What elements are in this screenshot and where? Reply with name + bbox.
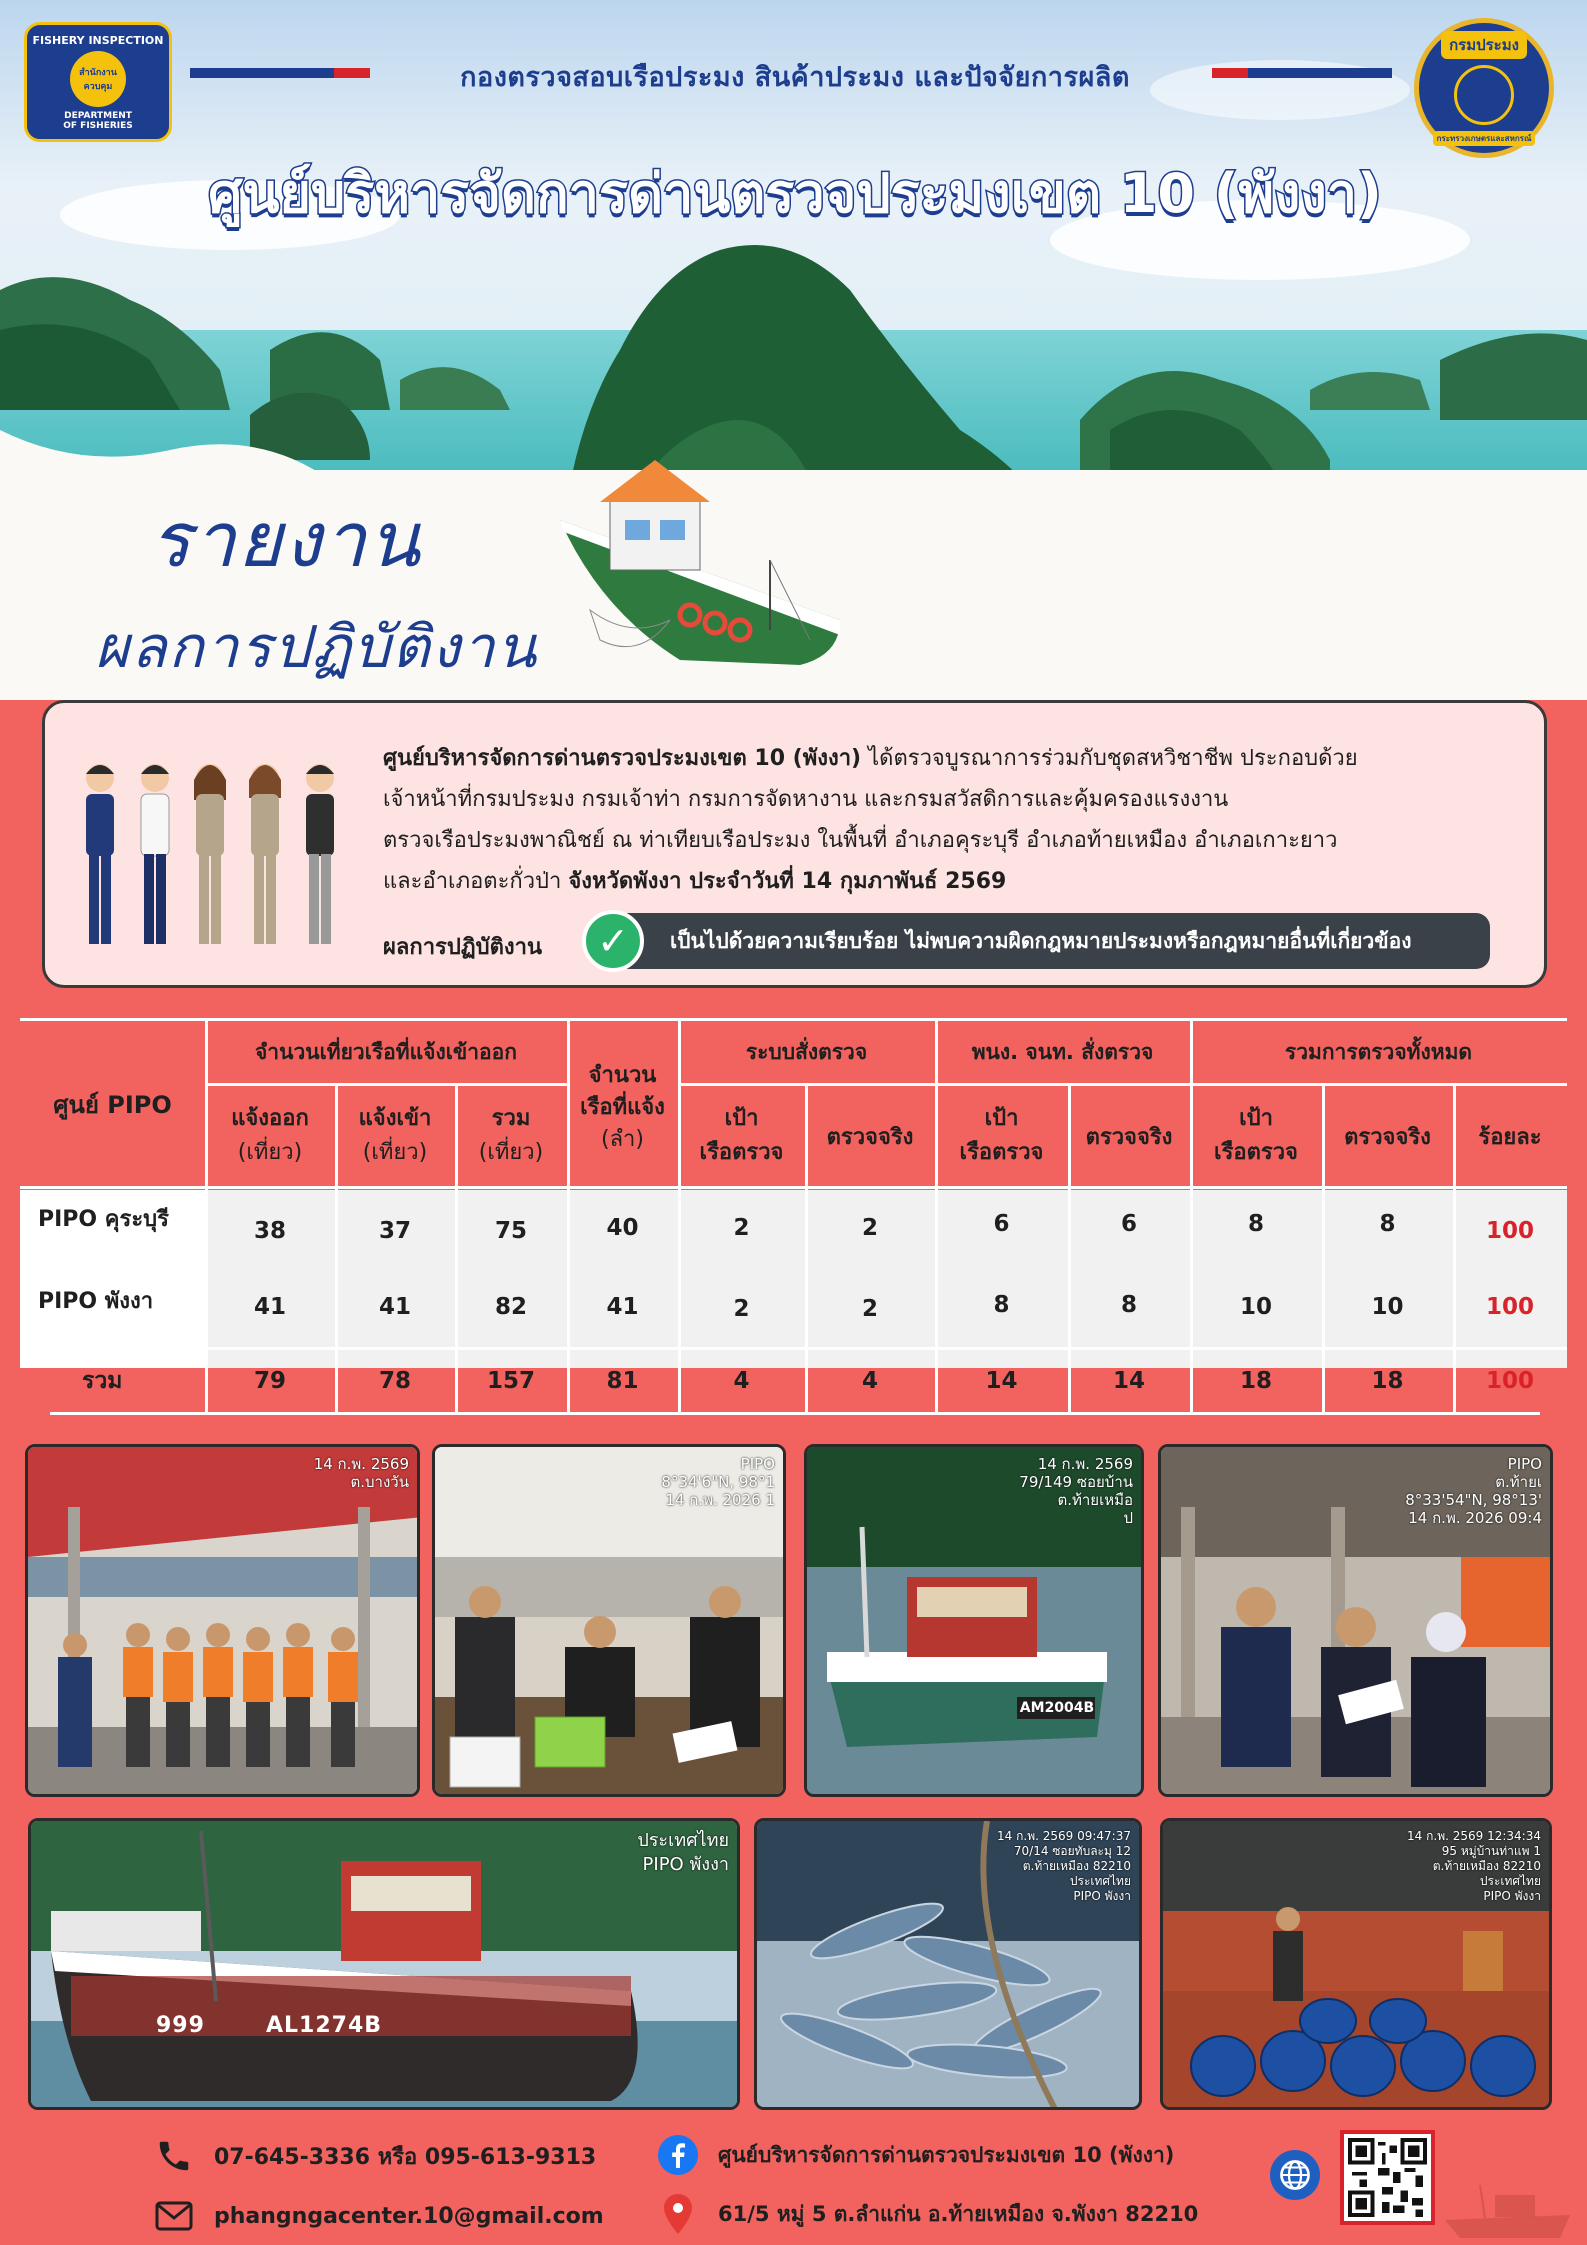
table-header-out [205, 1086, 335, 1186]
row-percent: 100 [1485, 1217, 1534, 1244]
row-sys-target: 2 [733, 1295, 750, 1322]
table-header-officer: พนง. จนท. สั่งตรวจ [971, 1040, 1154, 1064]
total-sys-target: 4 [733, 1367, 750, 1394]
report-title-line-1: รายงาน [150, 495, 422, 584]
row-name: PIPO คุระบุรี [38, 1207, 169, 1232]
row-in: 37 [378, 1217, 411, 1244]
table-header-in [335, 1086, 455, 1186]
result-label: ผลการปฏิบัติงาน [383, 935, 542, 960]
total-name: รวม [82, 1367, 123, 1394]
row-off-actual: 6 [1120, 1210, 1137, 1237]
header-out-unit: (เที่ยว) [237, 1140, 303, 1165]
summary-lead-rest: ได้ตรวจบูรณาการร่วมกับชุดสหวิชาชีพ ประกอบด้วย [861, 746, 1358, 771]
row-tot-actual: 8 [1379, 1210, 1396, 1237]
total-off-target: 14 [985, 1367, 1018, 1394]
header-off-actual: ตรวจจริง [1085, 1124, 1173, 1150]
report-title-line-2: ผลการปฏิบัติงาน [95, 613, 539, 681]
row-sys-actual: 2 [861, 1214, 878, 1241]
footer-email [152, 2194, 604, 2238]
photo-stamp: 14 ก.พ. 2569 09:47:37 70/14 ซอยทับละมุ 12 ต.ท้ายเหมือง 82210 ประเทศไทย PIPO พังงา [997, 1829, 1131, 1903]
header-target-2: เรือตรวจ [699, 1140, 784, 1165]
qr-code[interactable] [1340, 2130, 1435, 2225]
check-icon: ✓ [582, 910, 644, 972]
logo-dept-name: กรมประมง [1441, 31, 1527, 59]
summary-line-4-bold: จังหวัดพังงา ประจำวันที่ 14 กุมภาพันธ์ 2569 [568, 869, 1007, 894]
row-in: 41 [378, 1293, 411, 1320]
photo-stamp: ประเทศไทย PIPO พังงา [637, 1830, 729, 1875]
division-title: กองตรวจสอบเรือประมง สินค้าประมง และปัจจัยการผลิต [460, 62, 1130, 93]
photo-boat-at-pier-art [31, 1821, 740, 2110]
row-off-target: 6 [993, 1210, 1010, 1237]
table-header-rule [20, 1186, 1567, 1189]
total-sys-actual: 4 [861, 1367, 878, 1394]
department-of-fisheries-logo [1414, 18, 1554, 158]
row-tot-target: 8 [1247, 1210, 1264, 1237]
logo-emblem [70, 51, 126, 107]
email-icon [152, 2194, 196, 2238]
header-target-1: เป้า [1239, 1106, 1273, 1131]
boat-id-label: AL1274B [266, 2013, 383, 2038]
header-in-label: แจ้งเข้า [358, 1106, 432, 1131]
table-header-sum [455, 1086, 567, 1186]
header-boats-unit: (ลำ) [600, 1127, 644, 1152]
row-boats: 40 [606, 1214, 639, 1241]
center-title: ศูนย์บริหารจัดการด่านตรวจประมงเขต 10 (พังงา) [208, 162, 1382, 225]
logo-top-text: FISHERY INSPECTION [32, 33, 164, 47]
header-stripe-right [1212, 68, 1392, 78]
row-sys-actual: 2 [861, 1295, 878, 1322]
header-stripe-left [190, 68, 370, 78]
boat-number-label: 999 [156, 2013, 205, 2038]
photo-crew-lineup-art [28, 1447, 420, 1797]
photo-document-check [432, 1444, 786, 1797]
total-in: 78 [378, 1367, 411, 1394]
photo-stamp: 14 ก.พ. 2569 ต.บางวัน [313, 1455, 409, 1491]
photo-stamp: PIPO ต.ท้ายเ 8°33'54"N, 98°13' 14 ก.พ. 2026 09:4 [1405, 1455, 1542, 1527]
header-boats-label-2: เรือที่แจ้ง [580, 1095, 665, 1120]
summary-lead-bold: ศูนย์บริหารจัดการด่านตรวจประมงเขต 10 (พังงา) [383, 746, 862, 771]
row-off-target: 8 [993, 1291, 1010, 1318]
photo-fish-catch [754, 1818, 1142, 2110]
logo-bottom-text-2: OF FISHERIES [63, 120, 133, 131]
summary-text [383, 738, 1523, 902]
hero-banner [0, 0, 1587, 700]
footer-boat-watermark [1440, 2180, 1580, 2240]
header-target-1: เป้า [984, 1106, 1019, 1131]
photo-boat-at-pier [28, 1818, 740, 2110]
table-header-boats [567, 1030, 678, 1186]
result-text: เป็นไปด้วยความเรียบร้อย ไม่พบความผิดกฎหมายประมงหรือกฎหมายอื่นที่เกี่ยวข้อง [670, 928, 1412, 953]
table-header-trips: จำนวนเที่ยวเรือที่แจ้งเข้าออก [255, 1040, 517, 1064]
facebook-icon [656, 2133, 700, 2177]
header-target-2: เรือตรวจ [1214, 1140, 1298, 1165]
row-off-actual: 8 [1120, 1291, 1137, 1318]
logo-emblem-text: สำนักงานควบคุม [79, 67, 117, 92]
logo-bottom-text-1: DEPARTMENT [64, 110, 132, 121]
photo-fish-tanks [1160, 1818, 1552, 2110]
row-boats: 41 [606, 1293, 639, 1320]
total-out: 79 [253, 1367, 286, 1394]
row-name: PIPO พังงา [38, 1289, 154, 1314]
total-sum: 157 [486, 1367, 535, 1394]
summary-line-2: เจ้าหน้าที่กรมประมง กรมเจ้าท่า กรมการจัดหางาน และกรมสวัสดิการและคุ้มครองแรงงาน [383, 787, 1229, 812]
table-bottom-rule [50, 1412, 1540, 1415]
photo-stamp: 14 ก.พ. 2569 79/149 ซอยบ้าน ต.ท้ายเหมือ ป [1019, 1455, 1133, 1527]
total-off-actual: 14 [1112, 1367, 1145, 1394]
location-icon [656, 2192, 700, 2236]
header-off-target [935, 1086, 1068, 1186]
header-out-label: แจ้งออก [231, 1106, 309, 1131]
row-tot-actual: 10 [1371, 1293, 1404, 1320]
table-header-total: รวมการตรวจทั้งหมด [1284, 1040, 1473, 1064]
photo-stamp: 14 ก.พ. 2569 12:34:34 95 หมู่บ้านท่าแพ 1 ต.ท้ายเหมือง 82210 ประเทศไทย PIPO พังงา [1407, 1829, 1541, 1903]
footer-phone [152, 2134, 596, 2178]
row-out: 41 [253, 1293, 286, 1320]
photo-boat-at-sea [804, 1444, 1144, 1797]
photo-stamp: PIPO 8°34'6"N, 98°1 14 ก.พ. 2026 1 [661, 1455, 775, 1509]
footer-phone-text[interactable]: 07-645-3336 หรือ 095-613-9313 [214, 2144, 597, 2170]
summary-line-4-rest: และอำเภอตะกั่วป่า [383, 869, 569, 894]
phone-icon [152, 2134, 196, 2178]
header-tot-actual: ตรวจจริง [1344, 1124, 1431, 1150]
footer-address-text: 61/5 หมู่ 5 ต.ลำแก่น อ.ท้ายเหมือง จ.พังงา 82210 [718, 2201, 1199, 2226]
header-target-1: เป้า [724, 1106, 759, 1131]
logo-seal [1454, 65, 1514, 125]
table-total-rule [20, 1347, 1567, 1350]
total-tot-target: 18 [1239, 1367, 1272, 1394]
header-sum-label: รวม [491, 1106, 531, 1131]
photo-crew-lineup [25, 1444, 420, 1797]
header-sys-actual: ตรวจจริง [826, 1124, 914, 1150]
photo-officers-inspecting [1158, 1444, 1553, 1797]
logo-ministry: กระทรวงเกษตรและสหกรณ์ [1433, 131, 1536, 146]
footer-email-text[interactable]: phangngacenter.10@gmail.com [214, 2203, 604, 2229]
footer-facebook [656, 2133, 1174, 2177]
row-percent: 100 [1485, 1293, 1534, 1320]
total-boats: 81 [606, 1367, 639, 1394]
table-header-system: ระบบสั่งตรวจ [745, 1040, 868, 1064]
row-out: 38 [253, 1217, 286, 1244]
footer-facebook-text[interactable]: ศูนย์บริหารจัดการด่านตรวจประมงเขต 10 (พังงา) [718, 2142, 1175, 2167]
row-sum: 75 [494, 1217, 527, 1244]
row-sys-target: 2 [733, 1214, 750, 1241]
footer-address [656, 2192, 1198, 2236]
boat-id-label: AM2004B [1019, 1700, 1095, 1716]
header-tot-target [1190, 1086, 1322, 1186]
result-banner [590, 913, 1490, 969]
header-sys-target [678, 1086, 805, 1186]
total-tot-actual: 18 [1371, 1367, 1404, 1394]
officers-illustration [80, 750, 350, 955]
header-sum-unit: (เที่ยว) [478, 1140, 544, 1165]
header-in-unit: (เที่ยว) [362, 1140, 428, 1165]
fishing-boat-illustration [540, 440, 880, 690]
summary-line-3: ตรวจเรือประมงพาณิชย์ ณ ท่าเทียบเรือประมง ในพื้นที่ อำเภอคุระบุรี อำเภอท้ายเหมือง อำเภอเกาะยาว [383, 828, 1338, 853]
table-header-center: ศูนย์ PIPO [53, 1090, 172, 1119]
row-tot-target: 10 [1239, 1293, 1272, 1320]
header-percent: ร้อยละ [1478, 1124, 1542, 1150]
total-percent: 100 [1485, 1367, 1534, 1394]
globe-icon[interactable] [1270, 2150, 1320, 2200]
table-top-rule [20, 1018, 1567, 1021]
row-sum: 82 [494, 1293, 527, 1320]
header-boats-label-1: จำนวน [588, 1063, 657, 1088]
fishery-inspection-logo [24, 22, 172, 142]
header-target-2: เรือตรวจ [959, 1140, 1044, 1165]
